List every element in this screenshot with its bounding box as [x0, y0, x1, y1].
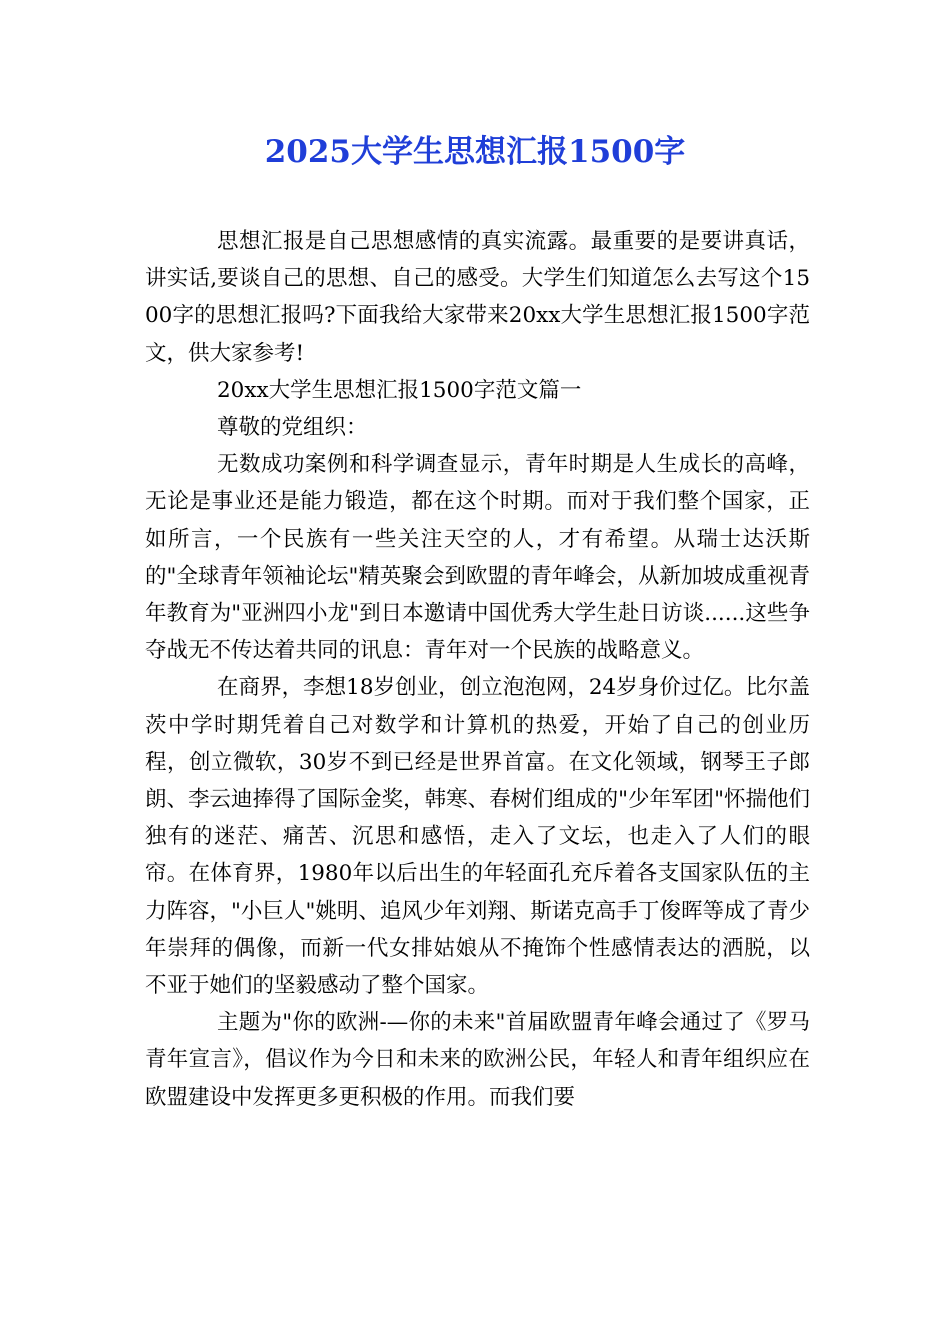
document-title: 2025大学生思想汇报1500字	[264, 134, 686, 170]
document-body	[145, 223, 810, 1116]
salutation: 尊敬的党组织：	[217, 415, 368, 441]
body-paragraph: 无数成功案例和科学调查显示，青年时期是人生成长的高峰，无论是事业还是能力锻造，都在这个时期。而对于我们整个国家，正如所言，一个民族有一些关注天空的人，才有希望。从瑞士达沃斯的"全球青年领袖论坛"精英聚会到欧盟的青年峰会，从新加坡成重视青年教育为"亚洲四小龙"到日本邀请中国优秀大学生赴日访谈......这些争夺战无不传达着共同的讯息：青年对一个民族的战略意义。	[145, 452, 810, 664]
body-paragraph: 主题为"你的欧洲-—你的未来"首届欧盟青年峰会通过了《罗马青年宣言》，倡议作为今日和未来的欧洲公民，年轻人和青年组织应在欧盟建设中发挥更多更积极的作用。而我们要	[145, 1010, 810, 1110]
section-heading: 20xx大学生思想汇报1500字范文篇一	[217, 377, 582, 403]
intro-paragraph: 思想汇报是自己思想感情的真实流露。最重要的是要讲真话，讲实话,要谈自己的思想、自己的感受。大学生们知道怎么去写这个1500字的思想汇报吗?下面我给大家带来20xx大学生思想汇报1500字范文，供大家参考!	[145, 229, 810, 366]
body-paragraph: 在商界，李想18岁创业，创立泡泡网，24岁身价过亿。比尔盖茨中学时期凭着自己对数学和计算机的热爱，开始了自己的创业历程，创立微软，30岁不到已经是世界首富。在文化领域，钢琴王子郎朗、李云迪捧得了国际金奖，韩寒、春树们组成的"少年军团"怀揣他们独有的迷茫、痛苦、沉思和感悟，走入了文坛，也走入了人们的眼帘。在体育界，1980年以后出生的年轻面孔充斥着各支国家队伍的主力阵容，"小巨人"姚明、追风少年刘翔、斯诺克高手丁俊晖等成了青少年崇拜的偶像，而新一代女排姑娘从不掩饰个性感情表达的洒脱，以不亚于她们的坚毅感动了整个国家。	[145, 675, 810, 999]
